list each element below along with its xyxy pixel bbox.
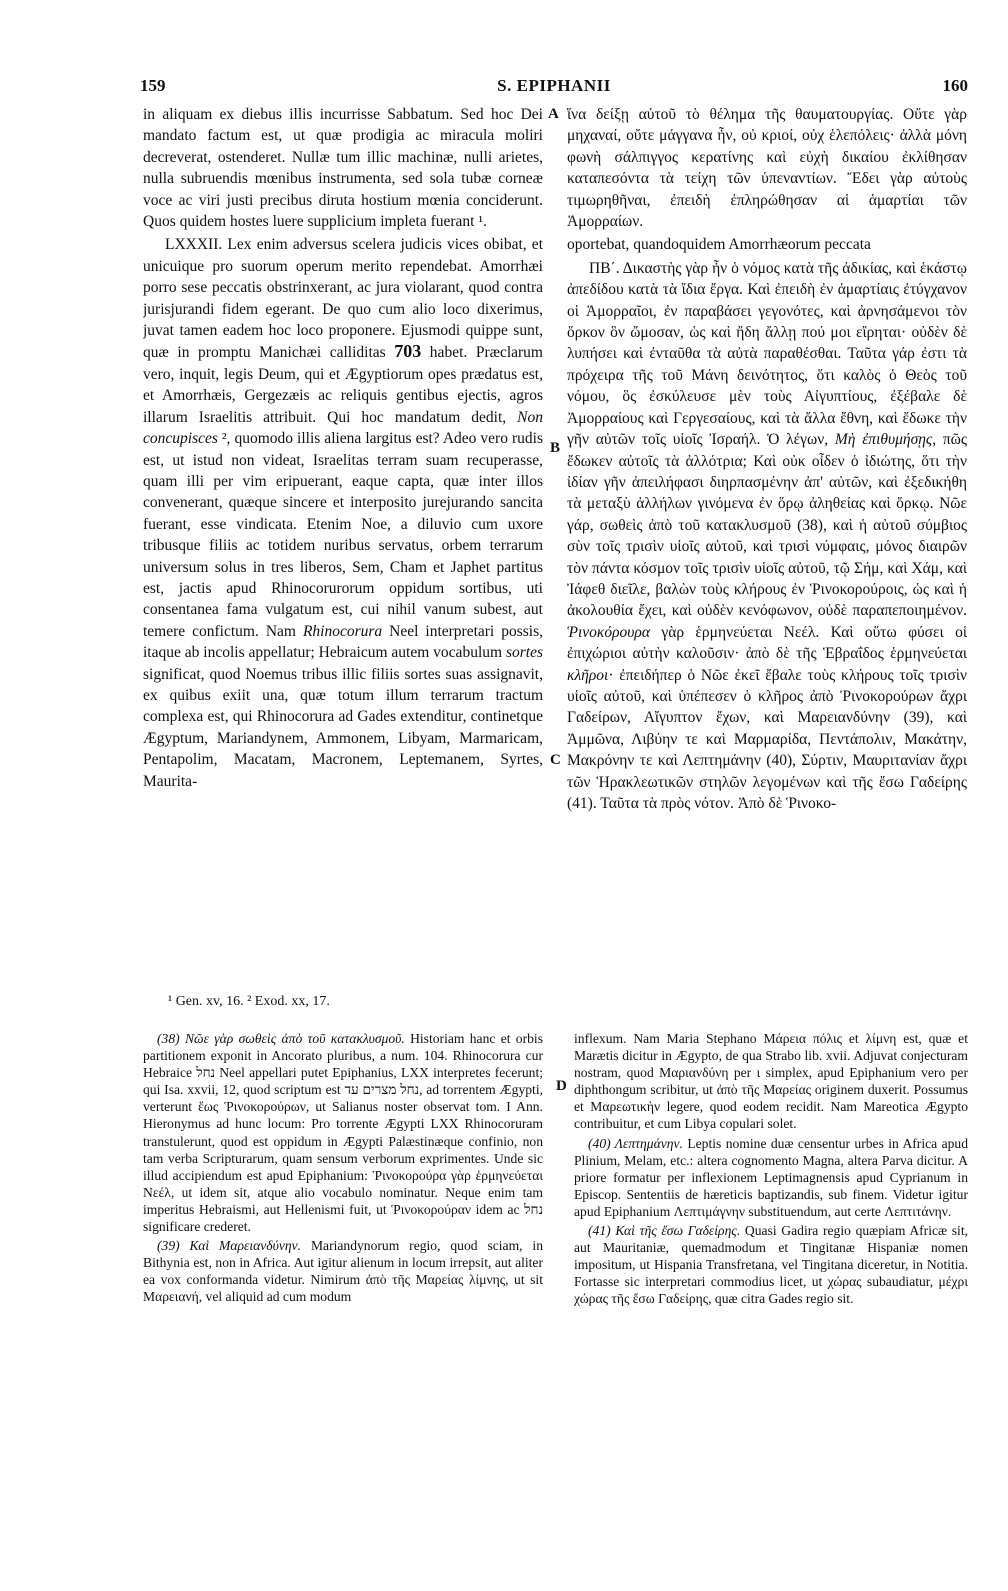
greek-term: Ῥινοκόρουρα [567,623,650,641]
note-39 [143,1237,543,1305]
latin-term: Rhinocorura [302,622,383,640]
note-text: Quasi Gadira regio quæpiam Africæ sit, aut Mauritaniæ, quemadmodum et Tingitanæ Hispaniæ nomen impositum, ut Hispania Transfretana, vel Tingitana diceretur, in Notitia. Fortasse sic interpretari commodius licet, ut χώρας subaudiatur, μέχρι χώρας τῆς ἔσω Γαδείρης, quæ citra Gades regio sit. [574,1223,968,1307]
note-text: Leptis nomine duæ censentur urbes in Africa apud Plinium, Melam, etc.: altera cognomento Magna, altera Parva dicitur. A priore formatur per inflexionem Leptimagnensis apud Cyprianum in Episcop. Sententiis de hæreticis baptizandis, sub finem. Videtur igitur apud Epiphanium Λεπτιμάγνην substituendum, aut certe Λεπτιτάνην. [574,1135,968,1219]
note-heading: (39) Καὶ Μαρειανδύνην. [157,1238,302,1254]
latin-text: Neel interpretari possis, itaque ab incolis appellatur; Hebraicum autem vocabulum [143,622,543,662]
note-heading: (38) Νῶε γὰρ σωθεὶς ἀπὸ τοῦ κατακλυσμοῦ. [157,1031,405,1046]
note-heading: (40) Λεπτημάνην. [588,1135,683,1151]
latin-continuation: oportebat, quandoquidem Amorrhæorum peccata [567,236,871,254]
running-title: S. EPIPHANII [497,76,611,95]
greek-paragraph-1: ἵνα δείξῃ αὐτοῦ τὸ θέλημα τῆς θαυματουργίας. Οὔτε γὰρ μηχαναί, οὔτε μάγγανα ἦν, οὐ κριοί, οὐχ ἑλεπόλεις· ἀλλὰ μόνη φωνὴ σάλπιγγος κερατίνης καὶ εὐχὴ δικαίου ἐκλίθησαν καταπεσόντα τὰ τείχη τῶν ὑπεναντίων. Ἔδει γὰρ αὐτοὺς τιμωρηθῆναι, ἐπειδὴ ἐπληρώθησαν αἱ ἁμαρτίαι τῶν Ἀμορραίων. [567,106,967,231]
latin-term: sortes [505,644,543,662]
note-heading: (41) Καὶ τῆς ἔσω Γαδείρης. [588,1223,741,1239]
latin-text: habet. Præclarum vero, inquit, legis Deum, qui et Ægyptiorum opes prædatus est, et Amorrhæis, Gergezæis ac reliquis gentibus ejectis, agros illarum Israelitis attribuit. Qui hoc mandatum dedit, [143,344,543,426]
greek-quote: Μὴ ἐπιθυμήσῃς [834,431,933,449]
greek-text: γὰρ ἑρμηνεύεται Νεέλ. Καὶ οὕτω φύσει οἱ ἐπιχώριοι αὐτὴν καλοῦσιν· ἀπὸ δὲ τῆς Ἑβραΐδος ἑρμηνεύεται [567,623,967,663]
latin-text: significat, quod Noemus tribus illic filiis sortes suas assignavit, ex quibus exiit una, quæ totum illum terrarum tractum complexa est, qui Rhinocorura ad Gades extenditur, continetque Ægyptum, Mariandynem, Ammonem, Libyam, Marmaricam, Pentapolim, Macatam, Macronem, Leptemanem, Syrtes, Maurita- [143,665,543,790]
margin-letter-b: B [550,440,561,456]
margin-letter-d: D [556,1078,567,1094]
page-number-right: 160 [942,76,968,95]
latin-text: ², quomodo illis aliena largitus est? Adeo vero rudis est, ut istud non videat, Israelitas terram suam recuperasse, quam illi per vim eripuerant, eaque capta, quæ inter illos convenerant, quæque sincere et interposito jurejurando sancita fuerant, esse vindicata. Etenim Noe, a diluvio cum uxore tribusque filiis ac totidem nuribus servatus, orbem terrarum universum solus in tres liberos, Sem, Cham et Japhet partitus est, jactis apud Rhinocorurorum oppidum sortibus, uti consentanea fama vulgatum est, cui nihil vanum subest, aut temere confictum. Nam [143,430,543,640]
latin-paragraph-2 [143,234,543,792]
latin-quote: Non concupisces [143,408,543,448]
greek-column [567,104,967,984]
note-40 [574,1135,968,1220]
note-39-continued: inflexum. Nam Maria Stephano Μάρεια πόλις et λίμνη est, quæ et Marætis dicitur in Ægypto, de qua Strabo lib. xvii. Adjuvat conjecturam nostram, quod Μαριανδύνη per ι simplex, apud Epiphanium vero per diphthongum scribitur, ut ἀπὸ τῆς Μαρείας originem duxerit. Possumus et Μαρεωτικὴν legere, quod eodem recidit. Nam Mareotica Ægypto contribuitur, et cum Libya copulari solet. [574,1031,968,1132]
greek-text: · ἐπειδήπερ ὁ Νῶε ἐκεῖ ἔβαλε τοὺς κλήρους τοῖς τρισὶν υἱοῖς αὐτοῦ, καὶ ὑπέπεσεν ὁ κλῆρος ἀπὸ Ῥινοκορούρων ἄχρι Γαδείρων, Αἴγυπτον ἔχων, καὶ Μαρειανδύνην (39), καὶ Ἀμμῶνα, Λιβύην τε καὶ Μαρμαρίδα, Πεντάπολιν, Μακάτην, Μακρόνην τε καὶ Λεπτημάνην (40), Σύρτιν, Μαυριτανίαν ἄχρι τῶν Ἡρακλεωτικῶν στηλῶν λεγομένων καὶ τῆς ἔσω Γαδείρης (41). Ταῦτα τὰ πρὸς νότον. Ἀπὸ δὲ Ῥινοκο- [567,666,967,812]
greek-term: κλῆροι [567,666,609,684]
greek-text: Δικαστὴς γὰρ ἦν ὁ νόμος κατὰ τῆς ἀδικίας, καὶ ἑκάστῳ ἀπεδίδου κατὰ τὰ ἴδια ἔργα. Καὶ ἐπειδὴ ἐν ἁμαρτίαις ἐτύγχανον οἱ Ἀμορραῖοι, ἐν παραβάσει γεγονότες, καὶ ἀρνησάμενοι τὸν ὅρκον ὃν ὤμοσαν, ὡς καὶ ἤδη ἄλλῃ πού μοι εἴρηται· οὐδὲν δὲ λυπήσει καὶ ἐνταῦθα τὰ αὐτὰ παραθέσθαι. Ταῦτα γάρ ἐστι τὰ πρόχειρα τῆς τοῦ Μάνη δεινότητος, ὅτι καλὸς ὁ Θεὸς τοῦ νόμου, ὃς ἐσκύλευσε μὲν τοὺς Αἰγυπτίους, ἐξέβαλε δὲ Ἀμορραίους καὶ Γεργεσαίους, καὶ τὰ ἄλλα ἔθνη, καὶ ἔδωκε τὴν γῆν αὐτῶν τοῖς υἱοῖς Ἰσραήλ. Ὁ λέγων, [567,259,967,449]
note-38 [143,1030,543,1235]
margin-letter-c: C [550,752,561,768]
notes-left-column [143,1030,543,1560]
latin-paragraph-1: in aliquam ex diebus illis incurrisse Sabbatum. Sed hoc Dei mandato factum est, ut quæ prodigia ac miracula moliri decreverat, ostenderet. Nullæ tum illic machinæ, nulli arietes, nulla subruendis mœnibus instrumenta, sed sola tubæ corneæ voce ac viri justi precibus diruta hostium mœnia conciderunt. Quos quidem hostes luere supplicium impleta fuerant ¹. [143,106,543,231]
footnotes: ¹ Gen. xv, 16. ² Exod. xx, 17. [168,994,330,1009]
running-header [140,76,968,100]
notes-right-column [574,1030,968,1560]
latin-column [143,104,543,984]
page-number-left: 159 [140,76,166,95]
note-text: Historiam hanc et orbis partitionem exponit in Ancorato pluribus, a num. 104. Rhinocorura cur Hebraice נחל Neel appellari putet Epiphanius, LXX interpretes fecerunt; qui Isa. xxvii, 12, quod scriptum est נחל מצרים עד, ad torrentem Ægypti, verterunt ἕως Ῥινοκορούρων, ut Salianus noster observat tom. I Ann. Hieronymus ad hunc locum: Pro torrente Ægypti LXX Rhinocoruram transtulerunt, quod est oppidum in Ægypti Palæstinæque confinio, non tam verba Scripturarum, quam sensum verborum exprimentes. Unde sic illud accipiendum est apud Epiphanium: Ῥινοκορούρα γὰρ ἑρμηνεύεται Νεέλ, ut idem sit, atque alio vocabulo nominatur. Neque enim tam imperitus Hebraismi, aut Hellenismi fuit, ut Ῥινοκορούραν idem ac נחל significare crederet. [143,1031,543,1235]
latin-text: Lex enim adversus scelera judicis vices obibat, et unicuique pro suorum operum merito rependebat. Amorrhæi porro sese peccatis obstrinxerant, ac jura violarant, quod contra jurisjurandi fidem egerant. De quo cum alio loco dixerimus, juvat tamen eadem hoc loco proponere. Ejusmodi quippe sunt, quæ in promptu Manichæi calliditas [143,236,543,362]
greek-paragraph-2 [567,258,967,815]
margin-letter-a: A [548,106,559,122]
greek-text: , πῶς ἔδωκεν αὐτοῖς τὰ ἀλλότρια; Καὶ οὐκ οἶδεν ὁ ἰδιώτης, ὅτι τὴν ἰδίαν γῆν ἀπειλήφασι διηρπασμένην ἀπ' αὐτῶν, καὶ ἐξεδικήθη τὰ μεταξὺ ἀλλήλων γινόμενα ἐν ὅρῳ ἀληθείας καὶ ὅρκῳ. Νῶε γάρ, σωθεὶς ἀπὸ τοῦ κατακλυσμοῦ (38), καὶ ἡ αὐτοῦ σύμβιος σὺν τοῖς τρισὶν υἱοῖς αὐτοῦ, καὶ τρισὶ νύμφαις, μόνος διαιρῶν τὸν πάντα κόσμον τοῖς τρισὶν υἱοῖς αὐτοῦ, τῷ Σήμ, καὶ Χάμ, καὶ Ἰάφεθ διεῖλε, βαλὼν τοὺς κλήρους ἐν Ῥινοκορούροις, ὡς καὶ ἡ ἀκολουθία ἔχει, καὶ οὐδὲν κενόφωνον, οὐδὲ παραπεποιημένον. [567,431,967,620]
column-number: 703 [394,341,422,362]
section-number-greek: ΠΒ΄. [589,259,620,277]
note-text: Mariandynorum regio, quod sciam, in Bithynia est, non in Africa. Aut igitur alienum in locum irrepsit, aut aliter ea vox conformanda videtur. Nimirum ἀπὸ τῆς Μαρείας λίμνης, ut sit Μαρειανή, vel aliquid ad cum modum [143,1238,543,1305]
section-number-latin: LXXXII. [165,236,223,254]
note-41 [574,1222,968,1307]
